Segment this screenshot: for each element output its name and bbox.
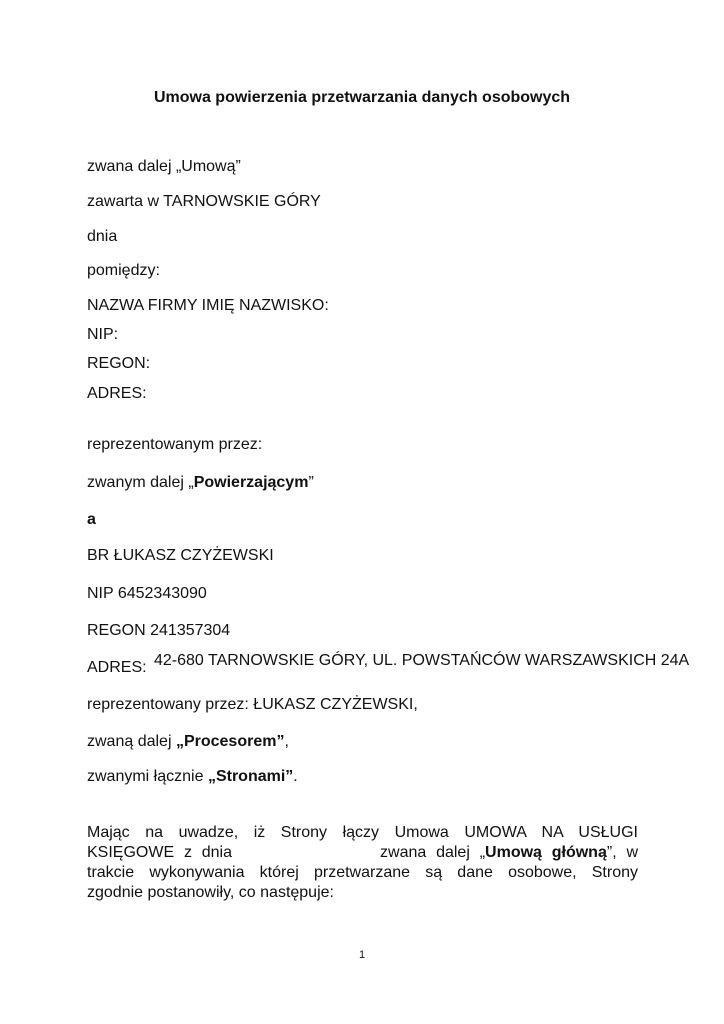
- intro-called-agreement: zwana dalej „Umową”: [87, 158, 241, 175]
- page-number: 1: [358, 949, 366, 961]
- parties-collective-prefix: zwanymi łącznie: [87, 768, 208, 785]
- party2-called: [87, 732, 289, 752]
- party1-name-label: NAZWA FIRMY IMIĘ NAZWISKO:: [87, 297, 329, 314]
- intro-between: pomiędzy:: [87, 262, 160, 279]
- parties-collective-suffix: .: [293, 768, 298, 785]
- preamble-paragraph: [87, 823, 638, 903]
- party2-called-prefix: zwaną dalej: [87, 733, 176, 750]
- preamble-row-2-date-text: KSIĘGOWE z dnia: [87, 844, 233, 861]
- party1-called: [87, 473, 314, 493]
- main-agreement-name: Umową główną: [485, 844, 607, 861]
- parties-collective: [87, 767, 298, 787]
- party1-called-suffix: ”: [308, 474, 314, 491]
- party1-nip-label: NIP:: [87, 326, 119, 343]
- party1-represented-by: reprezentowanym przez:: [87, 436, 263, 453]
- preamble-row-3: trakcie wykonywania której przetwarzane są dane osobowe, Strony: [87, 864, 638, 881]
- party2-represented-by: reprezentowany przez: ŁUKASZ CZYŻEWSKI,: [87, 696, 418, 713]
- preamble-row-2: [87, 843, 638, 863]
- party2-role-name: „Procesorem”: [175, 733, 285, 750]
- party2-called-suffix: ,: [284, 733, 289, 750]
- document-title: Umowa powierzenia przetwarzania danych osobowych: [153, 89, 571, 106]
- party1-address-label: ADRES:: [87, 385, 147, 402]
- intro-concluded-in: zawarta w TARNOWSKIE GÓRY: [87, 193, 321, 210]
- intro-date: dnia: [87, 228, 118, 245]
- preamble-row-1: Mając na uwadze, iż Strony łączy Umowa UMOWA NA USŁUGI: [87, 824, 638, 841]
- preamble-row-2-suffix: ”, w: [606, 844, 639, 861]
- preamble-row-4: zgodnie postanowiły, co następuje:: [87, 884, 334, 901]
- party1-called-prefix: zwanym dalej „: [87, 474, 194, 491]
- party1-role-name: Powierzającym: [193, 474, 309, 491]
- preamble-row-2-called: zwana dalej „: [380, 844, 486, 861]
- parties-collective-name: „Stronami”: [207, 768, 294, 785]
- party1-regon-label: REGON:: [87, 355, 151, 372]
- party2-regon: REGON 241357304: [87, 622, 231, 639]
- conjunction: a: [87, 511, 96, 528]
- party2-name: BR ŁUKASZ CZYŻEWSKI: [87, 547, 274, 564]
- party2-address-value: 42-680 TARNOWSKIE GÓRY, UL. POWSTAŃCÓW WARSZAWSKICH 24A: [154, 652, 690, 669]
- party2-address-label: ADRES:: [87, 659, 147, 676]
- party2-nip: NIP 6452343090: [87, 585, 207, 602]
